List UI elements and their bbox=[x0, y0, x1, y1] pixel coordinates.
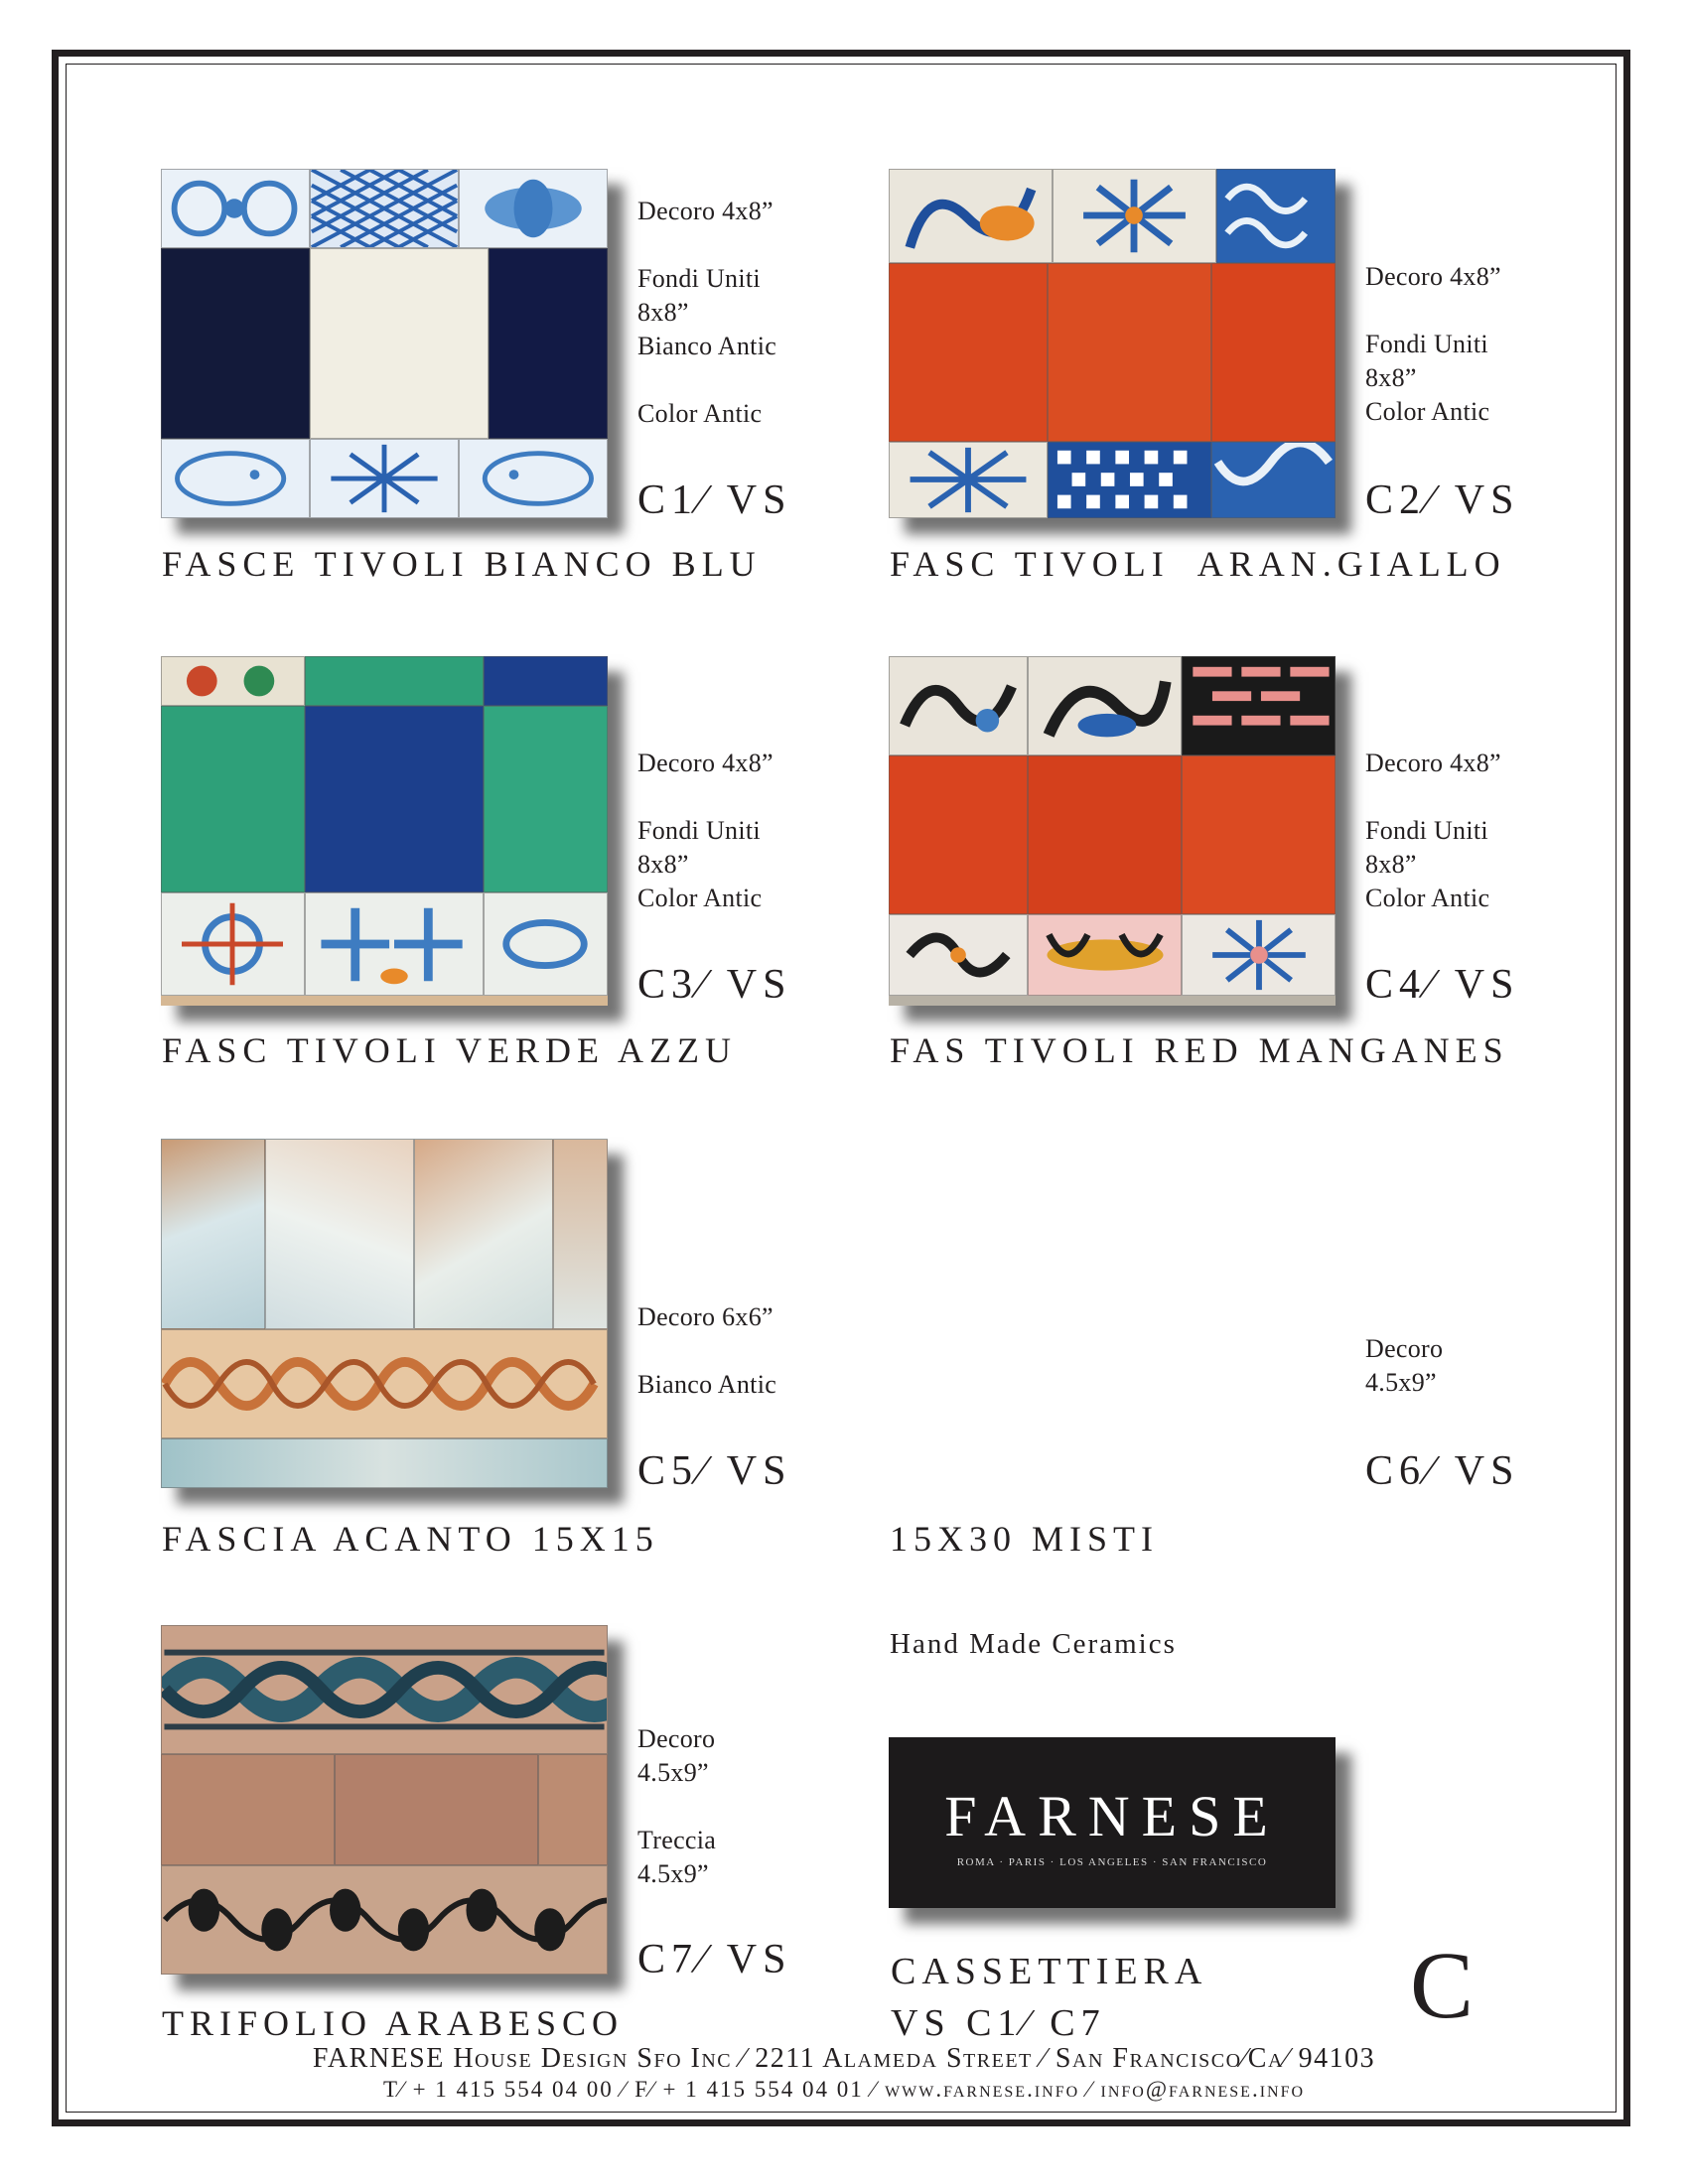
product-code: C7⁄ VS bbox=[637, 1937, 792, 1982]
decor-tile bbox=[484, 892, 608, 996]
product-title: FASCIA ACANTO 15X15 bbox=[162, 1519, 659, 1559]
crackle-tile bbox=[414, 1139, 553, 1329]
white-tile bbox=[310, 248, 489, 439]
decor-tile bbox=[459, 439, 608, 518]
tile-photo-c2 bbox=[889, 169, 1336, 518]
footer-contact: T⁄ + 1 415 554 04 00 ⁄ F⁄ + 1 415 554 04 01 ⁄ www.farnese.info ⁄ info@farnese.info bbox=[382, 2077, 1306, 2102]
product-specs: Decoro 4x8” Fondi Uniti 8x8” Color Antic bbox=[637, 749, 774, 912]
red-tile bbox=[1028, 755, 1182, 914]
green-tile bbox=[305, 656, 484, 706]
tagline: Hand Made Ceramics bbox=[890, 1628, 1177, 1660]
navy-tile bbox=[161, 248, 310, 439]
red-tile bbox=[1182, 755, 1336, 914]
orange-tile bbox=[1048, 263, 1211, 442]
product-title: FASC TIVOLI ARAN.GIALLO bbox=[890, 544, 1506, 584]
decor-tile bbox=[310, 439, 459, 518]
logo-name: FARNESE bbox=[944, 1784, 1280, 1848]
product-code: C4⁄ VS bbox=[1365, 962, 1520, 1008]
shelf bbox=[889, 996, 1336, 1006]
decor-tile bbox=[161, 439, 310, 518]
navy-tile bbox=[489, 248, 608, 439]
terracotta-tile bbox=[335, 1754, 538, 1865]
decor-tile bbox=[1053, 169, 1216, 263]
decor-tile bbox=[161, 169, 310, 248]
braid-border bbox=[161, 1625, 608, 1754]
decor-tile bbox=[889, 656, 1028, 755]
green-tile bbox=[161, 706, 305, 892]
shelf bbox=[161, 996, 608, 1006]
acanto-border bbox=[161, 1329, 608, 1438]
farnese-logo bbox=[889, 1737, 1336, 1908]
decor-tile bbox=[889, 914, 1028, 996]
product-specs: Decoro 4x8” Fondi Uniti 8x8” Color Antic bbox=[1365, 262, 1501, 426]
product-code: C2⁄ VS bbox=[1365, 478, 1520, 523]
crackle-tile bbox=[161, 1139, 265, 1329]
tile-photo-c1 bbox=[161, 169, 608, 518]
product-specs: Decoro 4.5x9” Treccia 4.5x9” bbox=[637, 1724, 717, 1888]
product-specs: Decoro 6x6” Bianco Antic bbox=[637, 1302, 777, 1399]
decor-tile bbox=[1216, 169, 1336, 263]
tile-photo-c5 bbox=[161, 1139, 608, 1488]
decor-tile bbox=[1182, 656, 1336, 755]
crackle-tile bbox=[161, 1438, 608, 1488]
crackle-tile bbox=[553, 1139, 608, 1329]
product-specs: Decoro 4.5x9” bbox=[1365, 1334, 1444, 1397]
decor-tile bbox=[1211, 442, 1336, 518]
product-title: 15X30 MISTI bbox=[890, 1519, 1159, 1559]
product-title: FASC TIVOLI VERDE AZZU bbox=[162, 1030, 738, 1070]
product-code: C3⁄ VS bbox=[637, 962, 792, 1008]
terracotta-tile bbox=[538, 1754, 608, 1865]
product-specs: Decoro 4x8” Fondi Uniti 8x8” Bianco Antic Color Antic bbox=[637, 197, 777, 428]
decor-tile bbox=[459, 169, 608, 248]
product-title: TRIFOLIO ARABESCO bbox=[162, 2003, 625, 2043]
tile-photo-c7 bbox=[161, 1625, 608, 1975]
decor-tile bbox=[1182, 914, 1336, 996]
red-tile bbox=[889, 755, 1028, 914]
arabesque-border bbox=[161, 1865, 608, 1975]
decor-tile bbox=[889, 442, 1048, 518]
decor-tile bbox=[305, 892, 484, 996]
orange-tile bbox=[1211, 263, 1336, 442]
blue-tile bbox=[484, 656, 608, 706]
product-title: FASCE TIVOLI BIANCO BLU bbox=[162, 544, 762, 584]
decor-tile bbox=[889, 169, 1053, 263]
product-code: C1⁄ VS bbox=[637, 478, 792, 523]
tile-photo-c3 bbox=[161, 656, 608, 1006]
tile-photo-c4 bbox=[889, 656, 1336, 1006]
decor-tile bbox=[161, 656, 305, 706]
blue-tile bbox=[305, 706, 484, 892]
product-code: C5⁄ VS bbox=[637, 1448, 792, 1494]
product-code: C6⁄ VS bbox=[1365, 1448, 1520, 1494]
decor-tile bbox=[161, 892, 305, 996]
section-letter: C bbox=[1410, 1932, 1475, 2038]
product-title: FAS TIVOLI RED MANGANES bbox=[890, 1030, 1509, 1070]
green-tile bbox=[484, 706, 608, 892]
orange-tile bbox=[889, 263, 1048, 442]
decor-tile bbox=[1028, 914, 1182, 996]
product-specs: Decoro 4x8” Fondi Uniti 8x8” Color Antic bbox=[1365, 749, 1501, 912]
terracotta-tile bbox=[161, 1754, 335, 1865]
logo-cities: ROMA · PARIS · LOS ANGELES · SAN FRANCISCO bbox=[956, 1856, 1268, 1868]
footer-address: FARNESE House Design Sfo Inc ⁄ 2211 Alameda Street ⁄ San Francisco⁄Ca⁄ 94103 bbox=[312, 2043, 1376, 2074]
decor-tile bbox=[1028, 656, 1182, 755]
cassettiera-label: CASSETTIERA VS C1⁄ C7 bbox=[891, 1951, 1208, 2044]
decor-tile bbox=[310, 169, 459, 248]
decor-tile bbox=[1048, 442, 1211, 518]
crackle-tile bbox=[265, 1139, 414, 1329]
